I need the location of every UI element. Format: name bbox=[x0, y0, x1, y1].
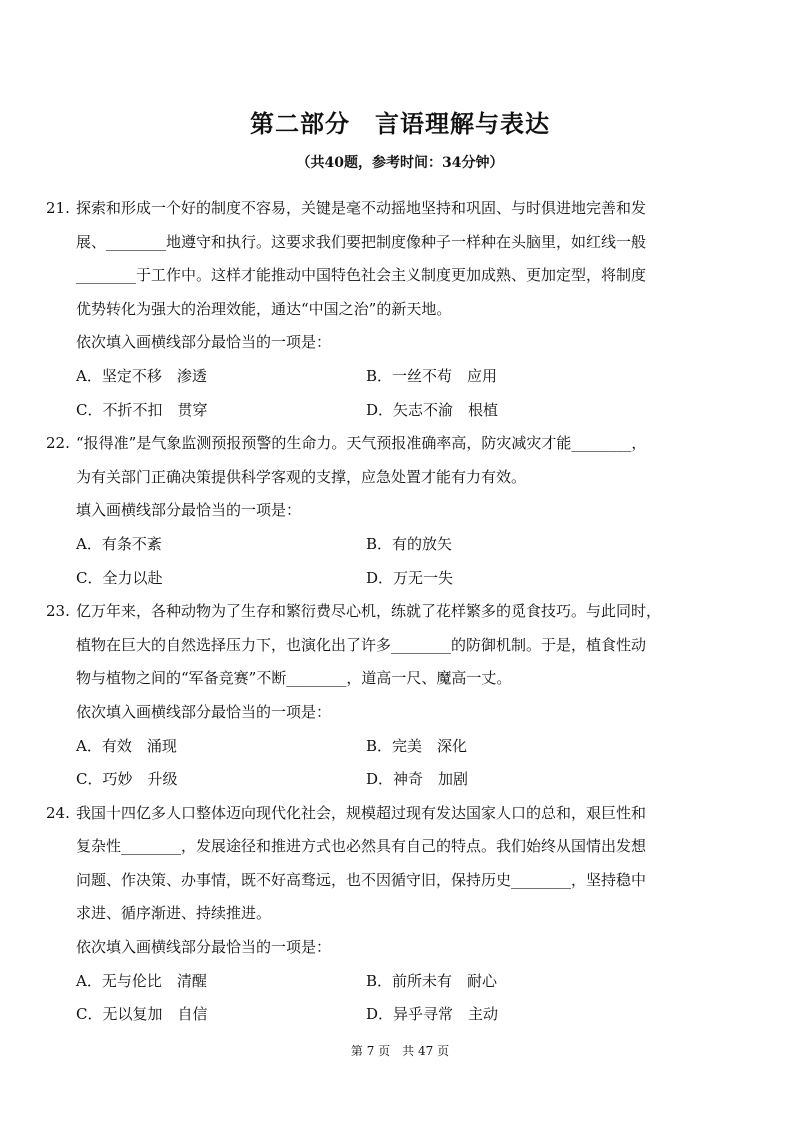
question-number: 23. bbox=[46, 602, 70, 621]
answer-options bbox=[76, 730, 676, 797]
question-prompt: 依次填入画横线部分最恰当的一项是： bbox=[76, 702, 332, 721]
question-number: 21. bbox=[46, 199, 70, 217]
question-text-line: 问题、作决策、办事情，既不好高骛远，也不因循守旧，保持历史________，坚持稳中 bbox=[76, 870, 647, 889]
question-24 bbox=[46, 797, 726, 1032]
question-text-line: ________于工作中。这样才能推动中国特色社会主义制度更加成熟、更加定型，将制度 bbox=[76, 266, 647, 285]
question-prompt: 填入画横线部分最恰当的一项是： bbox=[76, 501, 302, 520]
question-23 bbox=[46, 595, 726, 797]
answer-options bbox=[76, 528, 676, 595]
option-d[interactable]: D．神奇 加剧 bbox=[366, 770, 469, 789]
page-title: 第二部分 言语理解与表达 bbox=[250, 110, 550, 138]
option-a[interactable]: A．坚定不移 渗透 bbox=[76, 366, 207, 385]
section-subtitle: （共40题，参考时间：34分钟） bbox=[296, 155, 504, 171]
question-text-line: 展、________地遵守和执行。这要求我们要把制度像种子一样种在头脑里，如红线一般 bbox=[76, 232, 647, 251]
question-text-line: 为有关部门正确决策提供科学客观的支撑，应急处置才能有力有效。 bbox=[76, 467, 527, 486]
question-text-line: 探索和形成一个好的制度不容易，关键是毫不动摇地坚持和巩固、与时俱进地完善和发 bbox=[76, 199, 647, 217]
option-c[interactable]: C．不折不扣 贯穿 bbox=[76, 400, 208, 419]
page-number-footer: 第 7 页 共 47 页 bbox=[350, 1044, 450, 1058]
question-prompt: 依次填入画横线部分最恰当的一项是： bbox=[76, 333, 332, 352]
question-21 bbox=[46, 192, 726, 427]
question-text-line: 亿万年来，各种动物为了生存和繁衍费尽心机，练就了花样繁多的觅食技巧。与此同时， bbox=[76, 602, 662, 621]
answer-options bbox=[76, 360, 676, 427]
question-text-line: 复杂性________，发展途径和推进方式也必然具有自己的特点。我们始终从国情出发想 bbox=[76, 837, 647, 856]
question-list bbox=[46, 192, 726, 1032]
question-number: 22. bbox=[46, 434, 70, 453]
option-d[interactable]: D．矢志不渝 根植 bbox=[366, 400, 499, 419]
question-number: 24. bbox=[46, 803, 70, 822]
option-d[interactable]: D．异乎寻常 主动 bbox=[366, 1005, 499, 1024]
question-text-line: 优势转化为强大的治理效能，通达“中国之治”的新天地。 bbox=[76, 299, 452, 318]
option-c[interactable]: C．无以复加 自信 bbox=[76, 1005, 208, 1024]
option-b[interactable]: B．完美 深化 bbox=[366, 736, 468, 755]
option-b[interactable]: B．一丝不苟 应用 bbox=[366, 366, 498, 385]
option-b[interactable]: B．有的放矢 bbox=[366, 534, 453, 553]
question-text-line: “报得准”是气象监测预报预警的生命力。天气预报准确率高，防灾减灾才能________， bbox=[76, 434, 647, 453]
option-a[interactable]: A．无与伦比 清醒 bbox=[76, 971, 207, 990]
option-c[interactable]: C．巧妙 升级 bbox=[76, 770, 178, 789]
option-c[interactable]: C．全力以赴 bbox=[76, 568, 163, 587]
question-22 bbox=[46, 427, 726, 595]
question-text-line: 物与植物之间的“军备竞赛”不断________，道高一尺、魔高一丈。 bbox=[76, 669, 512, 688]
answer-options bbox=[76, 965, 676, 1032]
question-text-line: 我国十四亿多人口整体迈向现代化社会，规模超过现有发达国家人口的总和，艰巨性和 bbox=[76, 803, 647, 822]
question-prompt: 依次填入画横线部分最恰当的一项是： bbox=[76, 938, 332, 957]
question-text-line: 求进、循序渐进、持续推进。 bbox=[76, 904, 272, 923]
option-a[interactable]: A．有条不紊 bbox=[76, 534, 162, 553]
option-d[interactable]: D．万无一失 bbox=[366, 568, 454, 587]
option-b[interactable]: B．前所未有 耐心 bbox=[366, 971, 498, 990]
option-a[interactable]: A．有效 涌现 bbox=[76, 736, 177, 755]
question-text-line: 植物在巨大的自然选择压力下，也演化出了许多________的防御机制。于是，植食性动 bbox=[76, 635, 647, 654]
